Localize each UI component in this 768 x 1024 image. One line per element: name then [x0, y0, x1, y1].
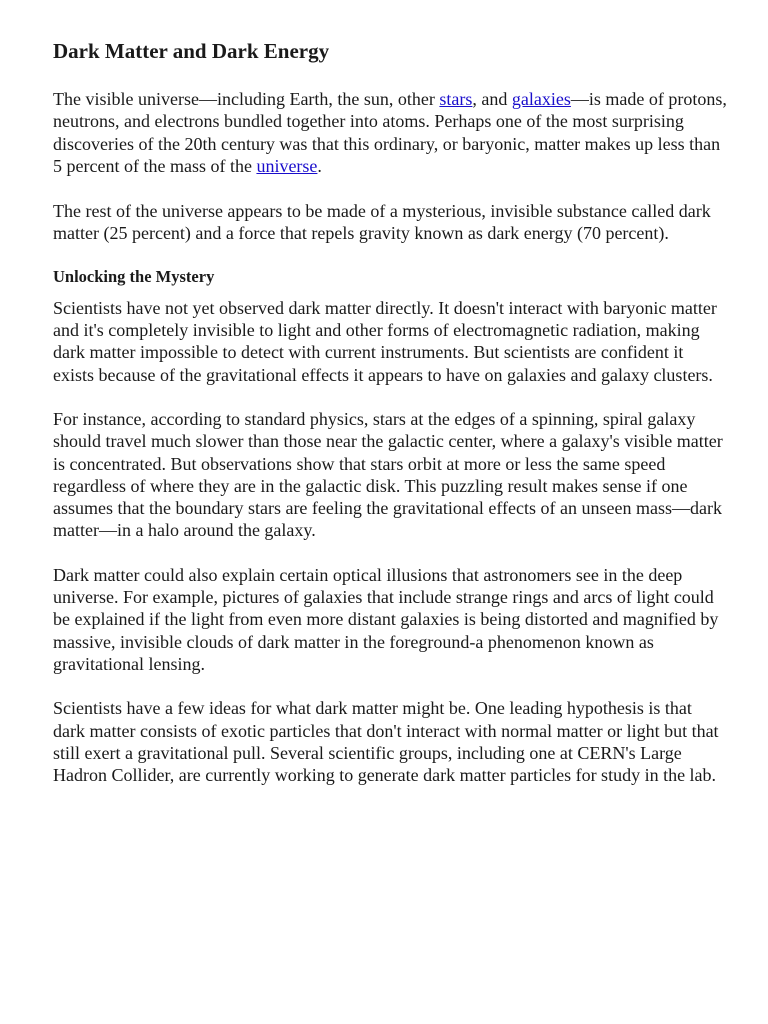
- stars-link[interactable]: stars: [439, 89, 473, 109]
- section-heading: Unlocking the Mystery: [53, 266, 215, 286]
- intro-paragraph-1: [53, 88, 728, 177]
- section-paragraph-3: Dark matter could also explain certain optical illusions that astronomers see in the deep universe. For example, pictures of galaxies that include strange rings and arcs of light could be explained if the light from even more distant galaxies is being distorted and magnified by massive, invisible clouds of dark matter in the foreground-a phenomenon known as gravitational lensing.: [53, 564, 719, 674]
- intro-text-2: , and: [472, 89, 512, 109]
- universe-link[interactable]: universe: [256, 155, 318, 176]
- intro-text-1: The visible universe—including Earth, the sun, other: [53, 89, 440, 109]
- page-title: Dark Matter and Dark Energy: [53, 39, 330, 63]
- section-paragraph-4: Scientists have a few ideas for what dark matter might be. One leading hypothesis is that dark matter consists of exotic particles that don't interact with normal matter or light but that still exert a gravitational pull. Several scientific groups, including one at CERN's Large Hadron Collider, are currently working to generate dark matter particles for study in the lab.: [53, 698, 719, 786]
- intro-paragraph-2: The rest of the universe appears to be made of a mysterious, invisible substance called dark matter (25 percent) and a force that repels gravity known as dark energy (70 percent).: [53, 201, 711, 244]
- section-paragraph-1: Scientists have not yet observed dark matter directly. It doesn't interact with baryonic matter and it's completely invisible to light and other forms of electromagnetic radiation, making dark matter impossible to detect with current instruments. But scientists are confident it exists because of the gravitational effects it appears to have on galaxies and galaxy clusters.: [53, 297, 717, 385]
- galaxies-link[interactable]: galaxies: [511, 89, 571, 109]
- intro-text-3: —is made of protons, neutrons, and electrons bundled together into atoms. Perhaps one of the most surprising discoveries of the 20th century was that this ordinary, or baryonic, matter makes up less than 5 percent of the mass of the: [53, 89, 727, 176]
- section-paragraph-2: For instance, according to standard physics, stars at the edges of a spinning, spiral galaxy should travel much slower than those near the galactic center, where a galaxy's visible matter is concentrated. But observations show that stars orbit at more or less the same speed regardless of where they are in the galactic disk. This puzzling result makes sense if one assumes that the boundary stars are feeling the gravitational effects of an unseen mass—dark matter—in a halo around the galaxy.: [53, 408, 723, 541]
- intro-text-4: .: [317, 155, 322, 176]
